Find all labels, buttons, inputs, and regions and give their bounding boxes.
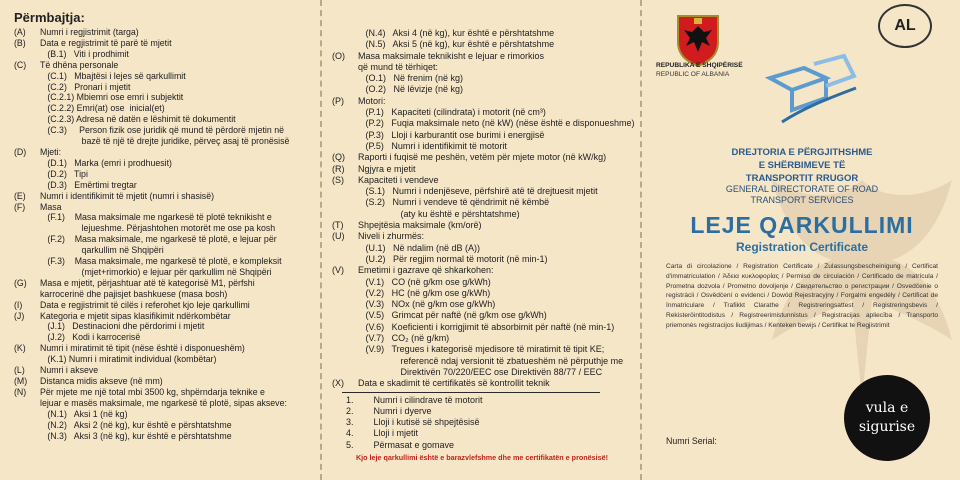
item-text: (P.3) Lloji i karburantit ose burimi i energjisë [358,129,545,140]
item-text: (V.7) CO₂ (në g/km) [358,333,450,344]
contents-line [332,322,630,333]
item-text: Numri i akseve [40,365,99,376]
republic-name-sq: REPUBLIKA E SHQIPËRISË [656,62,743,69]
contents-line [14,60,312,71]
item-text: Masa e mjetit, përjashtuar atë të kategorisë M1, përfshi [40,277,255,288]
item-code: (I) [14,299,23,310]
item-code: (J) [14,310,25,321]
contents-line [332,62,630,73]
contents-line: 3. Lloji i kutisë së shpejtësisë [346,417,480,428]
item-code: (L) [14,365,25,376]
item-text: (V.9) Tregues i kategorisë mjedisore të miratimit të tipit KE; [358,344,605,355]
contents-line [332,265,630,276]
item-text: Për mjete me një total mbi 3500 kg, shpërndarja teknike e [40,386,265,397]
contents-line [14,234,312,245]
item-text: Data e skadimit të certifikatës së kontrollit teknik [358,378,550,389]
item-text: (V.3) NOx (në g/km ose g/kWh) [358,299,496,310]
item-text: (mjet+rimorkio) e lejuar për qarkullim në Shqipëri [40,266,272,277]
contents-line [332,344,630,355]
contents-line [332,164,630,175]
contents-line [332,367,630,378]
contents-line [332,277,630,288]
contents-line [332,209,630,220]
item-text: (C.1) Mbajtësi i lejes së qarkullimit [40,70,186,81]
item-text: Numri i regjistrimit (targa) [40,27,139,37]
item-text: Numri i identifikimit të mjetit (numri i shasisë) [40,190,215,201]
agency-en-line-2: TRANSPORT SERVICES [750,195,854,205]
item-text: (J.2) Kodi i karrocerisë [40,332,141,343]
contents-line [332,243,630,254]
contents-line [332,220,630,231]
item-text: (C.2.3) Adresa në datën e lëshimit të dokumentit [40,114,236,125]
contents-line [332,186,630,197]
contents-line: 1. Numri i cilindrave të motorit [346,394,483,405]
contents-line [14,180,312,191]
contents-line [14,49,312,60]
contents-line [14,321,312,332]
item-text: (N.2) Aksi 2 (në kg), kur është e përshtatshme [40,419,232,430]
contents-line [332,73,630,84]
contents-line [14,278,312,289]
contents-line [14,420,312,431]
item-text: Niveli i zhurmës: [358,231,425,242]
item-text: Ngjyra e mjetit [358,163,416,174]
contents-line [14,202,312,213]
contents-line [14,267,312,278]
contents-line [14,169,312,180]
contents-line [14,376,312,387]
contents-line [14,212,312,223]
contents-line [332,175,630,186]
contents-panel-middle [320,0,640,480]
item-code: (D) [14,146,27,157]
item-code: (A) [14,27,26,37]
contents-line [332,152,630,163]
contents-line [332,28,630,39]
agency-name-en [642,184,960,206]
item-code: (O) [332,50,345,61]
contents-list-left [14,27,312,441]
item-text: (O.1) Në frenim (në kg) [358,73,464,84]
contents-line [14,92,312,103]
item-text: (P.1) Kapaciteti (cilindrata) i motorit (në cm³) [358,107,546,118]
contents-line [14,387,312,398]
item-code: (E) [14,190,26,201]
item-text: Kapaciteti i vendeve [358,174,439,185]
item-text: (U.1) Në ndalim (në dB (A)) [358,242,481,253]
item-text: (O.2) Në lëvizje (në kg) [358,84,464,95]
item-code: (P) [332,95,344,106]
contents-line [332,310,630,321]
contents-line [14,409,312,420]
contents-line [14,114,312,125]
item-text: (C.2) Pronari i mjetit [40,81,131,92]
contents-line: 5. Përmasat e gomave [346,439,455,450]
contents-line [14,300,312,311]
item-code: (K) [14,343,26,354]
item-code: (X) [332,378,344,389]
contents-line [332,141,630,152]
contents-line [14,245,312,256]
multilingual-titles: Carta di circolazione / Registration Certificate / Zulassungsbescheinigung / Certificat d'immatriculation / Άδεια κυκλοφορίας / Permiso de circulación / Certificado de matrícula / Prometna dozvola / Prometno dovoljenje / Свидетельство о регистрации / Osvedčenie o registrácii / Osvědčení o evidenci / Dowód Rejestracyjny / Forgalmi engedély / Certificat de înmatriculare / Trafikkt Clarathe / Registreringsattest / Registreringsbevis / Rekisteröintitodistus / Registreerimistunnistus / Registracijas apliecība / Transporto priemonės registracijos liudijimas / Kenteken bewijs / Certifikat te Regjistrimit [666,263,938,329]
item-text: (K.1) Numri i miratimit individual (kombëtar) [40,354,217,365]
contents-line [332,299,630,310]
item-text: (V.1) CO (në g/km ose g/kWh) [358,276,491,287]
item-text: (C.2.1) Mbiemri ose emri i subjektit [40,92,184,103]
contents-line [14,332,312,343]
item-text: (D.2) Tipi [40,168,88,179]
item-text: Data e regjistrimit të cilës i referohet kjo leje qarkullimi [40,299,250,310]
item-text: (J.1) Destinacioni dhe përdorimi i mjetit [40,321,205,332]
stamp-line-2: sigurise [858,419,916,435]
document-subtitle: Registration Certificate [735,240,869,254]
item-text: Motori: [358,95,386,106]
item-code: (C) [14,59,27,70]
contents-line: 2. Numri i dyerve [346,405,432,416]
item-code: (S) [332,174,344,185]
item-text: (N.1) Aksi 1 (në kg) [40,408,128,419]
contents-line [332,288,630,299]
contents-line [14,343,312,354]
item-text: Data e regjistrimit të parë të mjetit [40,37,172,48]
contents-line [14,311,312,322]
item-text: (P.2) Fuqia maksimale neto (në kW) (nëse është e disponueshme) [358,118,635,129]
item-text: (aty ku është e përshtatshme) [358,208,520,219]
item-text: Numri i miratimit të tipit (nëse është i disponueshëm) [40,343,245,354]
contents-line [332,197,630,208]
item-text: (V.2) HC (në g/km ose g/kWh) [358,287,491,298]
item-text: Raporti i fuqisë me peshën, vetëm për mjete motor (në kW/kg) [358,152,607,163]
item-text: (C.2.2) Emri(at) ose inicial(et) [40,103,165,114]
country-code-oval: AL [878,4,932,48]
contents-line [332,231,630,242]
item-code: (T) [332,220,344,231]
serial-number-label: Numri Serial: [666,436,717,446]
cover-panel [640,0,960,480]
item-text: Të dhëna personale [40,59,119,70]
contents-line [14,103,312,114]
contents-panel-left [0,0,320,480]
item-text: Masa [40,201,62,212]
contents-line [332,333,630,344]
item-code: (B) [14,37,26,48]
road-transport-logo-icon [764,48,860,132]
item-text: lejuar e masës maksimale, me ngarkesë të plotë, sipas akseve: [40,397,287,408]
contents-line [14,365,312,376]
contents-line [14,398,312,409]
item-text: (V.6) Koeficienti i korrigjimit të absorbimit për naftë (në min-1) [358,321,615,332]
albania-coat-of-arms-icon [670,12,726,68]
contents-line [14,38,312,49]
contents-line [332,130,630,141]
contents-line [14,431,312,442]
agency-en-line-1: GENERAL DIRECTORATE OF ROAD [725,184,879,194]
contents-line [332,356,630,367]
contents-line [332,96,630,107]
contents-line [14,354,312,365]
item-text: (N.3) Aksi 3 (në kg), kur është e përshtatshme [40,430,232,441]
item-text: (F.3) Masa maksimale, me ngarkesë të plotë, e kompleksit [40,256,282,267]
item-text: referencë ndaj versionit të zbatueshëm në përputhje me [358,355,624,366]
item-text: lejueshme. Përjashtohen motorët me ose pa kosh [40,223,276,234]
agency-sq-line-2: E SHËRBIMEVE TË [758,160,846,171]
item-text: (D.1) Marka (emri i prodhuesit) [40,157,172,168]
item-code: (G) [14,277,27,288]
item-text: karrocerinë dhe pajisjet bashkuese (masa bosh) [40,288,228,299]
item-text: (S.1) Numri i ndenjëseve, përfshirë atë të drejtuesit mjetit [358,186,598,197]
contents-list-middle [332,28,635,390]
contents-line [14,136,312,147]
item-code: (V) [332,265,344,276]
item-code: (N) [14,386,27,397]
numbered-list [332,395,630,451]
contents-line [14,223,312,234]
item-text: bazë të një të drejte juridike, përveç asaj të pronësisë [40,136,290,147]
agency-name-sq [642,146,960,185]
item-text: që mund të tërhiqet: [358,61,439,72]
contents-line [14,191,312,202]
contents-line [14,289,312,300]
item-code: (U) [332,231,345,242]
contents-heading: Përmbajtja: [14,10,85,25]
divider [342,392,600,393]
security-stamp [844,375,930,461]
item-text: (V.5) Grimcat për naftë (në g/km ose g/kWh) [358,310,547,321]
contents-line [14,256,312,267]
item-text: (N.5) Aksi 5 (në kg), kur është e përshtatshme [358,39,555,50]
item-text: Direktivën 70/220/EEC ose Direktivën 88/77 / EEC [358,366,603,377]
item-text: Emetimi i gazrave që shkarkohen: [358,265,494,276]
contents-line [332,254,630,265]
footnote: Kjo leje qarkullimi është e barazvlefshme dhe me certifikatën e pronësisë! [355,453,609,462]
contents-line [14,71,312,82]
contents-line [332,378,630,389]
contents-line [332,118,635,129]
contents-line [14,147,312,158]
contents-line [14,125,312,136]
item-code: (Q) [332,152,345,163]
item-text: Distanca midis akseve (në mm) [40,376,163,386]
contents-line [332,107,630,118]
item-text: (P.5) Numri i identifikimit të motorit [358,140,507,151]
item-text: (N.4) Aksi 4 (në kg), kur është e përshtatshme [358,28,555,38]
item-text: (U.2) Për regjim normal të motorit (në min-1) [358,253,548,264]
item-text: (C.3) Person fizik ose juridik që mund të përdorë mjetin në [40,125,284,136]
item-text: Shpejtësia maksimale (km/orë) [358,220,482,231]
item-text: Kategoria e mjetit sipas klasifikimit ndërkombëtar [40,310,231,321]
item-code: (F) [14,201,26,212]
item-code: (R) [332,163,345,174]
item-code: (M) [14,376,28,386]
contents-line [14,27,312,38]
agency-sq-line-3: TRANSPORTIT RRUGOR [745,173,859,184]
item-text: (F.1) Masa maksimale me ngarkesë të plotë teknikisht e [40,212,272,223]
contents-line [332,84,630,95]
contents-line [14,158,312,169]
contents-line [14,82,312,93]
contents-line: 4. Lloji i mjetit [346,428,419,439]
republic-name-en: REPUBLIC OF ALBANIA [656,71,730,78]
item-text: Mjeti: [40,146,62,157]
item-text: qarkullim në Shqipëri [40,245,164,256]
document-title: LEJE QARKULLIMI [690,212,914,238]
item-text: (S.2) Numri i vendeve të qëndrimit në këmbë [358,197,550,208]
item-text: (B.1) Viti i prodhimit [40,48,129,59]
item-text: Masa maksimale teknikisht e lejuar e rimorkios [358,50,545,61]
item-text: (D.3) Emërtimi tregtar [40,179,137,190]
agency-sq-line-1: DREJTORIA E PËRGJITHSHME [731,147,873,158]
contents-line [332,39,630,50]
item-text: (F.2) Masa maksimale, me ngarkesë të plotë, e lejuar për [40,234,277,245]
contents-line [332,51,630,62]
stamp-line-1: vula e [865,400,909,416]
